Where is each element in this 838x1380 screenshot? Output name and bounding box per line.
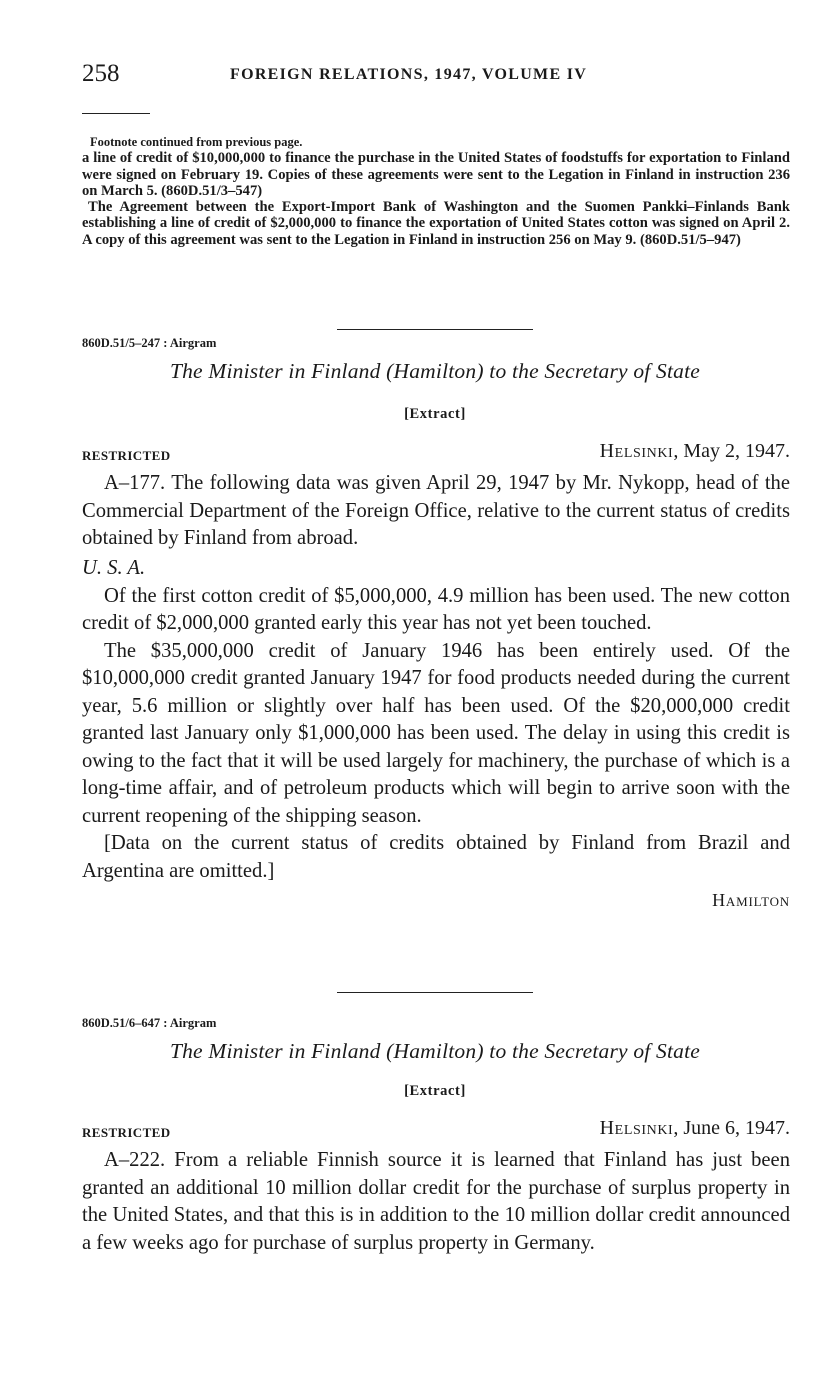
classification-label: RESTRICTED [82,448,171,463]
date-text: , June 6, 1947. [673,1117,790,1139]
place-date [600,440,790,463]
document-title: The Minister in Finland (Hamilton) to the Secretary of State [169,359,701,383]
body-paragraph: [Data on the current status of credits obtained by Finland from Brazil and Argentina are omitted.] [82,832,790,882]
document-file-id: 860D.51/5–247 : Airgram [82,336,217,350]
document-body [82,470,790,913]
place-name: Helsinki [599,1117,674,1139]
date-text: , May 2, 1947. [673,440,790,462]
section-heading: U. S. A. [82,556,146,579]
running-head: FOREIGN RELATIONS, 1947, VOLUME IV [230,66,588,83]
page-number: 258 [82,60,120,87]
document-title: The Minister in Finland (Hamilton) to the Secretary of State [169,1039,701,1063]
body-paragraph: A–222. From a reliable Finnish source it is learned that Finland has just been granted an additional 10 million dollar credit for the purchase of surplus property in the United States, and that this is in addition to the 10 million dollar credit announced a few weeks ago for purchase of surplus property in Germany. [82,1149,790,1254]
footnote-paragraph: a line of credit of $10,000,000 to finance the purchase in the United States of foodstuffs for exportation to Finland were signed on February 19. Copies of these agreements were sent to the Legation in Finland in instruction 236 on March 5. (860D.51/3–547) [82,150,790,199]
footnote-paragraph: The Agreement between the Export-Import Bank of Washington and the Suomen Pankki–Finlands Bank establishing a line of credit of $2,000,000 to finance the exportation of United States cotton was signed on April 2. A copy of this agreement was sent to the Legation in Finland in instruction 256 on May 9. (860D.51/5–947) [82,199,790,248]
extract-label: [Extract] [404,1083,466,1099]
place-date [600,1117,790,1140]
footnote-block [82,134,790,248]
classification-label: RESTRICTED [82,1125,171,1140]
document-body [82,1147,790,1257]
body-paragraph: The $35,000,000 credit of January 1946 has been entirely used. Of the $10,000,000 credit granted January 1947 for food products needed during the current year, 5.6 million or slightly over half has been used. Of the $20,000,000 credit granted last January only $1,000,000 has been used. The delay in using this credit is owing to the fact that it will be used largely for machinery, the purchase of which is a long-time affair, and of petroleum products which will begin to arrive soon with the current reopening of the shipping season. [82,639,790,827]
section-divider [337,329,533,330]
place-name: Helsinki [599,440,674,462]
body-paragraph: A–177. The following data was given April 29, 1947 by Mr. Nykopp, head of the Commercial Department of the Foreign Office, relative to the current status of credits obtained by Finland from abroad. [82,472,790,549]
signature: Hamilton [712,890,790,910]
extract-label: [Extract] [404,406,466,422]
section-divider [337,992,533,993]
page-header [82,60,792,94]
footnote-continued-note: Footnote continued from previous page. [90,135,303,149]
header-rule [82,113,150,114]
document-file-id: 860D.51/6–647 : Airgram [82,1016,217,1030]
body-paragraph: Of the first cotton credit of $5,000,000, 4.9 million has been used. The new cotton credit of $2,000,000 granted early this year has not yet been touched. [82,584,790,634]
